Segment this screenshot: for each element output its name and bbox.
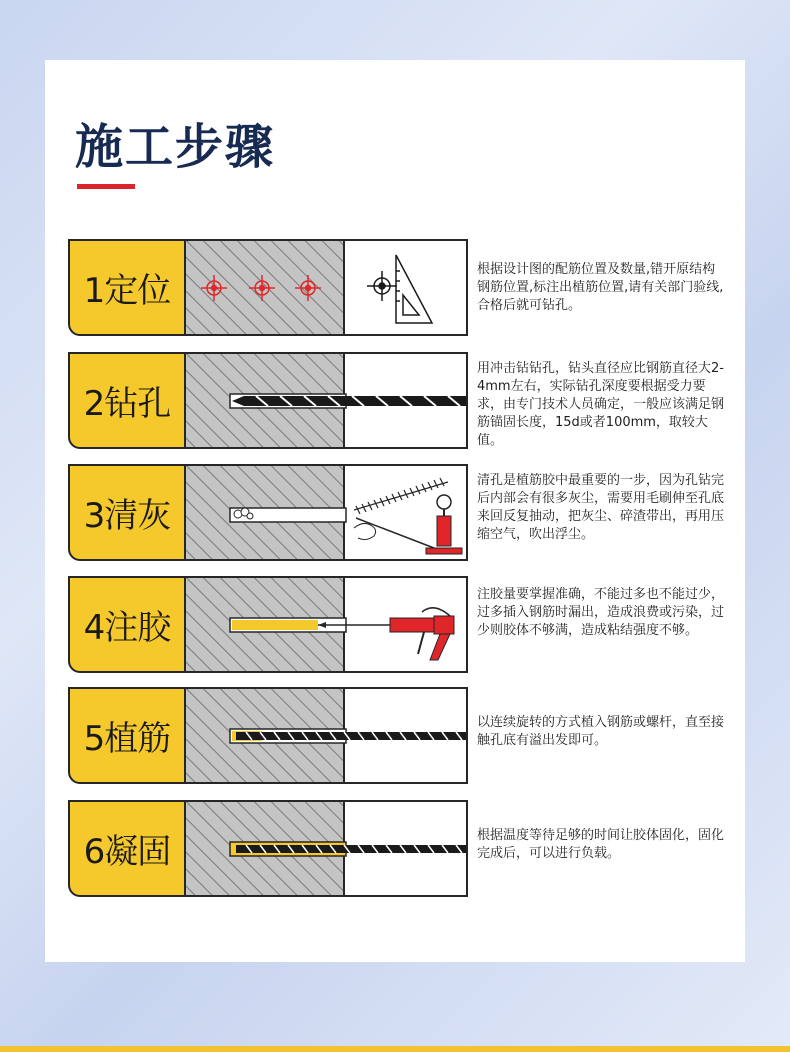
step-1 xyxy=(68,239,468,336)
step-label-box xyxy=(68,800,186,897)
step-label: 3清灰 xyxy=(83,496,171,536)
step-label-box xyxy=(68,464,186,561)
step-illustration xyxy=(184,687,468,784)
step-label-box xyxy=(68,352,186,449)
step-illustration xyxy=(184,464,468,561)
page-title: 施工步骤 xyxy=(75,119,276,175)
step-description: 根据设计图的配筋位置及数量,错开原结构钢筋位置,标注出植筋位置,请有关部门验线,合格后就可钻孔。 xyxy=(477,262,724,313)
step-description: 清孔是植筋胶中最重要的一步，因为孔钻完后内部会有很多灰尘，需要用毛刷伸至孔底来回反复抽动，把灰尘、碎渣带出，再用压缩空气，吹出浮尘。 xyxy=(477,473,725,542)
step-3 xyxy=(68,464,468,561)
step-illustration xyxy=(184,239,468,336)
rebar-icon xyxy=(236,845,466,853)
step-label-box xyxy=(68,687,186,784)
bottom-accent-bar xyxy=(0,1046,790,1052)
crosshair-icon xyxy=(367,271,397,301)
step-label: 6凝固 xyxy=(83,832,171,872)
step-label-box xyxy=(68,576,186,673)
step-illustration xyxy=(184,576,468,673)
content-card xyxy=(45,60,745,962)
step-description: 以连续旋转的方式植入钢筋或螺杆，直至接触孔底有溢出发即可。 xyxy=(477,715,725,748)
air-pump-icon xyxy=(356,495,462,554)
rebar-icon xyxy=(236,732,466,740)
step-illustration xyxy=(184,800,468,897)
step-5 xyxy=(68,687,468,784)
step-label: 5植筋 xyxy=(83,719,171,759)
set-square-icon xyxy=(396,255,432,323)
hand-outline xyxy=(354,523,376,539)
wire-brush-icon xyxy=(354,478,448,514)
step-4 xyxy=(68,576,468,673)
step-description: 注胶量要掌握准确，不能过多也不能过少，过多插入钢筋时漏出，造成浪费或污染，过少则胶体不够满，造成粘结强度不够。 xyxy=(477,587,725,638)
step-description: 用冲击钻钻孔，钻头直径应比钢筋直径大2-4mm左右，实际钻孔深度要根据受力要求，由专门技术人员确定，一般应该满足钢筋锚固长度，15d或者100mm，取较大值。 xyxy=(477,361,725,448)
step-label-box xyxy=(68,239,186,336)
step-description: 根据温度等待足够的时间让胶体固化，固化完成后，可以进行负载。 xyxy=(477,828,725,861)
title-underline xyxy=(77,184,135,189)
step-6 xyxy=(68,800,468,897)
drill-bit-icon xyxy=(232,396,466,406)
step-label: 2钻孔 xyxy=(83,384,171,424)
step-label: 1定位 xyxy=(83,271,171,311)
step-2 xyxy=(68,352,468,449)
glue-fill xyxy=(232,620,318,630)
step-illustration xyxy=(184,352,468,449)
step-label: 4注胶 xyxy=(83,608,171,648)
